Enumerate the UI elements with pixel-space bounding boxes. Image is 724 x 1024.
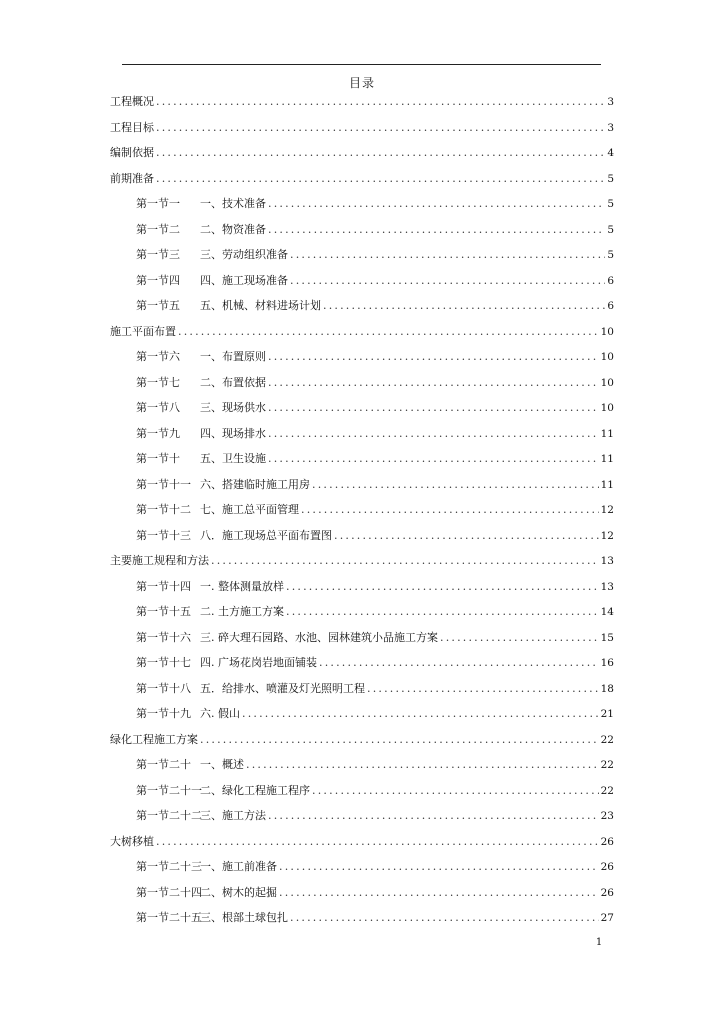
toc-dot-leader	[290, 909, 599, 927]
toc-section-number: 第一节四	[136, 273, 180, 287]
toc-section-number: 第一节二十一	[136, 783, 202, 797]
toc-entry-text: 三、现场供水	[200, 401, 266, 414]
toc-entry-text: 六、搭建临时施工用房	[200, 477, 310, 491]
toc-subentry[interactable]	[110, 807, 614, 833]
toc-dot-leader	[268, 425, 599, 443]
toc-entry[interactable]	[110, 552, 614, 578]
toc-page-ref: 12	[600, 504, 614, 516]
toc-dot-leader	[268, 195, 605, 213]
toc-page-ref: 26	[600, 861, 614, 873]
toc-subentry[interactable]	[110, 450, 614, 476]
toc-entry-text: 二、物资准备	[200, 222, 266, 236]
toc-page-ref: 10	[600, 325, 614, 338]
toc-entry-text: 四、施工现场准备	[200, 273, 288, 287]
toc-page-ref: 14	[600, 606, 614, 618]
toc-page-ref: 18	[600, 682, 614, 695]
toc-section-number: 第一节三	[136, 248, 180, 261]
toc-section-number: 第一节七	[136, 375, 180, 389]
toc-dot-leader	[440, 629, 599, 647]
toc-page-ref: 15	[600, 631, 614, 644]
toc-entry-text: 七、施工总平面管理	[200, 503, 299, 516]
toc-dot-leader	[156, 93, 605, 111]
toc-page-ref: 3	[607, 96, 614, 108]
toc-entry-text: 六. 假山	[200, 707, 240, 720]
toc-dot-leader	[178, 323, 599, 341]
toc-dot-leader	[367, 680, 599, 698]
toc-entry-text: 五、卫生设施	[200, 452, 266, 465]
toc-subentry[interactable]	[110, 272, 614, 298]
toc-page-ref: 22	[600, 733, 614, 746]
toc-entry-text: 一. 整体测量放样	[200, 579, 284, 593]
toc-page-ref: 3	[607, 121, 614, 134]
toc-dot-leader	[268, 348, 599, 366]
toc-dot-leader	[268, 450, 599, 468]
toc-section-number: 第一节十六	[136, 630, 191, 644]
toc-dot-leader	[156, 119, 605, 137]
toc-entry[interactable]	[110, 119, 614, 145]
toc-dot-leader	[211, 552, 599, 570]
toc-section-number: 第一节二十二	[136, 809, 202, 822]
toc-section-number: 第一节十九	[136, 707, 191, 720]
toc-entry-text: 前期准备	[110, 171, 154, 185]
toc-page-ref: 4	[607, 147, 614, 159]
toc-dot-leader	[279, 884, 599, 902]
toc-subentry[interactable]	[110, 782, 614, 808]
toc-section-number: 第一节十三	[136, 528, 191, 542]
toc-entry-text: 大树移植	[110, 834, 154, 848]
toc-entry-text: 工程概况	[110, 95, 154, 108]
toc-dot-leader	[301, 501, 599, 519]
toc-dot-leader	[290, 246, 605, 264]
toc-dot-leader	[279, 858, 599, 876]
toc-dot-leader	[156, 170, 605, 188]
toc-page-ref: 22	[600, 759, 614, 771]
toc-entry-text: 八．施工现场总平面布置图	[200, 528, 332, 542]
toc-subentry[interactable]	[110, 884, 614, 910]
toc-entry[interactable]	[110, 170, 614, 196]
toc-section-number: 第一节十四	[136, 579, 191, 593]
toc-dot-leader	[156, 144, 605, 162]
toc-page-ref: 13	[600, 555, 614, 567]
toc-page-ref: 11	[600, 478, 614, 491]
toc-dot-leader	[268, 374, 599, 392]
toc-subentry[interactable]	[110, 654, 614, 680]
toc-page-ref: 26	[600, 835, 614, 848]
toc-subentry[interactable]	[110, 348, 614, 374]
toc-subentry[interactable]	[110, 603, 614, 629]
toc-page-ref: 5	[607, 223, 614, 236]
toc-section-number: 第一节二十	[136, 758, 191, 771]
toc-page-ref: 6	[607, 300, 614, 312]
toc-subentry[interactable]	[110, 246, 614, 272]
toc-subentry[interactable]	[110, 476, 614, 502]
toc-entry-text: 一、布置原则	[200, 350, 266, 363]
toc-page-ref: 22	[600, 784, 614, 797]
toc-subentry[interactable]	[110, 527, 614, 553]
toc-dot-leader	[312, 782, 599, 800]
toc-page-ref: 5	[607, 198, 614, 210]
toc-dot-leader	[312, 476, 599, 494]
toc-dot-leader	[246, 756, 599, 774]
toc-subentry[interactable]	[110, 425, 614, 451]
toc-page-ref: 27	[600, 912, 614, 924]
toc-page-ref: 26	[600, 886, 614, 899]
toc-entry[interactable]	[110, 323, 614, 349]
toc-section-number: 第一节十	[136, 452, 180, 465]
toc-section-number: 第一节十二	[136, 503, 191, 516]
toc-subentry[interactable]	[110, 399, 614, 425]
toc-page-ref: 10	[600, 402, 614, 414]
toc-subentry[interactable]	[110, 858, 614, 884]
toc-page-ref: 5	[607, 249, 614, 261]
page-number: 1	[595, 937, 603, 948]
toc-page-ref: 16	[600, 657, 614, 669]
toc-section-number: 第一节一	[136, 197, 180, 210]
toc-page-ref: 5	[607, 172, 614, 185]
toc-page-ref: 11	[600, 453, 614, 465]
toc-entry[interactable]	[110, 144, 614, 170]
toc-page-ref: 13	[600, 580, 614, 593]
toc-entry-text: 二、绿化工程施工程序	[200, 783, 310, 797]
toc-subentry[interactable]	[110, 195, 614, 221]
toc-dot-leader	[200, 731, 599, 749]
toc-section-number: 第一节二十五	[136, 911, 202, 924]
toc-dot-leader	[268, 807, 599, 825]
toc-section-number: 第一节五	[136, 299, 180, 312]
toc-entry[interactable]	[110, 731, 614, 757]
toc-page-ref: 11	[600, 427, 614, 440]
header-rule	[122, 64, 601, 65]
toc-dot-leader	[268, 399, 599, 417]
toc-entry-text: 五、机械、材料进场计划	[200, 299, 321, 312]
toc-subentry[interactable]	[110, 297, 614, 323]
toc-dot-leader	[286, 603, 599, 621]
toc-section-number: 第一节八	[136, 401, 180, 414]
toc-subentry[interactable]	[110, 578, 614, 604]
toc-dot-leader	[334, 527, 599, 545]
toc-section-number: 第一节十五	[136, 605, 191, 618]
toc-entry-text: 二. 土方施工方案	[200, 605, 284, 618]
toc-subentry[interactable]	[110, 705, 614, 731]
toc-entry-text: 四、现场排水	[200, 426, 266, 440]
toc-section-number: 第一节二	[136, 222, 180, 236]
toc-subentry[interactable]	[110, 680, 614, 706]
toc-section-number: 第一节二十三	[136, 860, 202, 873]
toc-subentry[interactable]	[110, 756, 614, 782]
toc-page-ref: 6	[607, 274, 614, 287]
toc-section-number: 第一节十八	[136, 681, 191, 695]
toc-entry[interactable]	[110, 93, 614, 119]
toc-entry-text: 四. 广场花岗岩地面铺装	[200, 656, 317, 669]
toc-entry-text: 施工平面布置	[110, 324, 176, 338]
toc-entry[interactable]	[110, 833, 614, 859]
toc-dot-leader	[323, 297, 605, 315]
toc-entry-text: 一、施工前准备	[200, 860, 277, 873]
toc-entry-text: 三、劳动组织准备	[200, 248, 288, 261]
toc-page-ref: 10	[600, 376, 614, 389]
toc-title: 目录	[348, 76, 375, 90]
toc-entry-text: 一、概述	[200, 758, 244, 771]
toc-dot-leader	[242, 705, 599, 723]
toc-section-number: 第一节十一	[136, 477, 191, 491]
toc-subentry[interactable]	[110, 221, 614, 247]
toc-subentry[interactable]	[110, 909, 614, 935]
toc-dot-leader	[290, 272, 605, 290]
toc-dot-leader	[268, 221, 605, 239]
toc-entry-text: 三、根部土球包扎	[200, 911, 288, 924]
toc-entry-text: 绿化工程施工方案	[110, 732, 198, 746]
toc-section-number: 第一节二十四	[136, 885, 202, 899]
toc-entry-text: 三. 碎大理石园路、水池、园林建筑小品施工方案	[200, 630, 438, 644]
toc-subentry[interactable]	[110, 374, 614, 400]
toc-section-number: 第一节六	[136, 350, 180, 363]
toc-section-number: 第一节九	[136, 426, 180, 440]
toc-entry-text: 三、施工方法	[200, 809, 266, 822]
toc-dot-leader	[286, 578, 599, 596]
toc-entry-text: 编制依据	[110, 146, 154, 159]
toc-dot-leader	[319, 654, 599, 672]
toc-page-ref: 12	[600, 529, 614, 542]
toc-subentry[interactable]	[110, 501, 614, 527]
toc-section-number: 第一节十七	[136, 656, 191, 669]
toc-entry-text: 五．给排水、喷灌及灯光照明工程	[200, 681, 365, 695]
toc-page-ref: 23	[600, 810, 614, 822]
toc-page-ref: 10	[600, 351, 614, 363]
table-of-contents	[110, 93, 614, 935]
toc-subentry[interactable]	[110, 629, 614, 655]
toc-dot-leader	[156, 833, 599, 851]
toc-entry-text: 主要施工规程和方法	[110, 554, 209, 567]
toc-entry-text: 二、布置依据	[200, 375, 266, 389]
toc-entry-text: 工程目标	[110, 120, 154, 134]
toc-entry-text: 一、技术准备	[200, 197, 266, 210]
toc-entry-text: 二、树木的起掘	[200, 885, 277, 899]
toc-page-ref: 21	[600, 708, 614, 720]
